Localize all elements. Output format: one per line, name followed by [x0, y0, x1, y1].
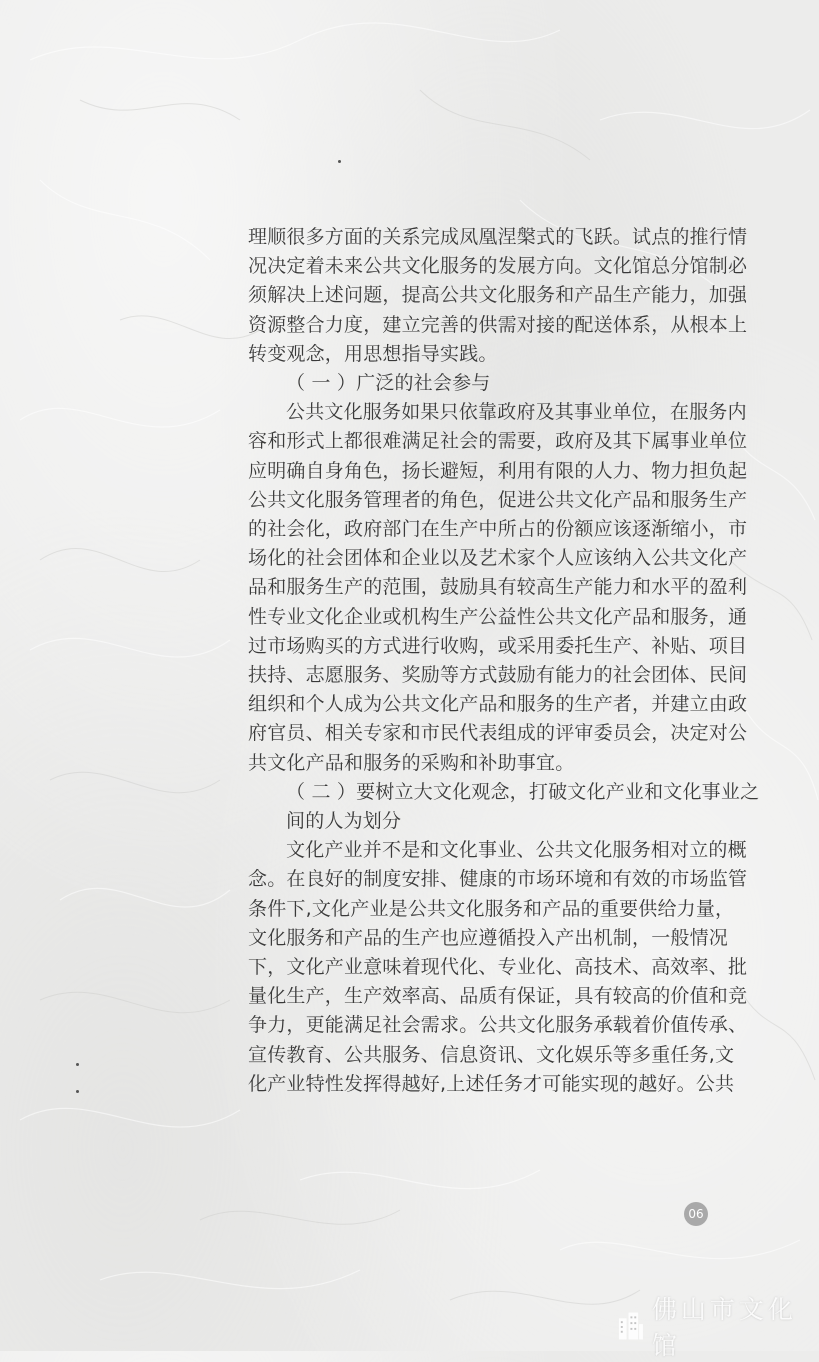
text-line: 念。在良好的制度安排、健康的市场环境和有效的市场监管 — [248, 868, 748, 891]
text-line: 条件下,文化产业是公共文化服务和产品的重要供给力量， — [248, 897, 735, 920]
text-line: 容和形式上都很难满足社会的需要，政府及其下属事业单位 — [248, 430, 748, 453]
heading-line: （ 二 ）要树立大文化观念，打破文化产业和文化事业之 — [286, 780, 760, 803]
text-line: 的社会化，政府部门在生产中所占的份额应该逐渐缩小，市 — [248, 518, 748, 541]
text-line: 组织和个人成为公共文化产品和服务的生产者，并建立由政 — [248, 693, 748, 716]
text-line: 过市场购买的方式进行收购，或采用委托生产、补贴、项目 — [248, 634, 748, 657]
section-heading — [248, 778, 760, 836]
text-line: 转变观念，用思想指导实践。 — [248, 342, 498, 365]
text-line: 文化服务和产品的生产也应遵循投入产出机制，一般情况 — [248, 926, 729, 949]
text-line: 共文化产品和服务的采购和补助事宜。 — [248, 751, 575, 774]
text-line: 宣传教育、公共服务、信息资讯、文化娱乐等多重任务,文 — [248, 1043, 735, 1066]
heading-line: （ 一 ）广泛的社会参与 — [286, 372, 491, 395]
text-line: 品和服务生产的范围，鼓励具有较高生产能力和水平的盈利 — [248, 576, 748, 599]
body-text — [248, 223, 760, 1099]
text-line: 府官员、相关专家和市民代表组成的评审委员会，决定对公 — [248, 722, 748, 745]
text-line: 应明确自身角色，扬长避短，利用有限的人力、物力担负起 — [248, 459, 748, 482]
building-logo-icon — [617, 1310, 644, 1342]
watermark — [617, 1295, 819, 1360]
heading-line: 间的人为划分 — [286, 810, 402, 833]
text-line: 理顺很多方面的关系完成凤凰涅槃式的飞跃。试点的推行情 — [248, 226, 748, 248]
body-paragraph — [248, 398, 748, 778]
text-line: 扶持、志愿服务、奖励等方式鼓励有能力的社会团体、民间 — [248, 664, 748, 687]
text-line: 须解决上述问题，提高公共文化服务和产品生产能力，加强 — [248, 284, 748, 307]
page-number-badge: 06 — [684, 1202, 708, 1226]
text-line: 资源整合力度，建立完善的供需对接的配送体系，从根本上 — [248, 313, 748, 336]
text-line: 量化生产，生产效率高、品质有保证，具有较高的价值和竞 — [248, 985, 748, 1008]
speck-dot — [338, 160, 341, 163]
speck-dot — [76, 1090, 79, 1093]
body-paragraph — [248, 223, 748, 369]
speck-dot — [76, 1063, 79, 1066]
text-line: 公共文化服务管理者的角色，促进公共文化产品和服务生产 — [248, 488, 748, 511]
text-line: 公共文化服务如果只依靠政府及其事业单位，在服务内 — [286, 401, 747, 424]
text-line: 况决定着未来公共文化服务的发展方向。文化馆总分馆制必 — [248, 255, 748, 278]
text-line: 文化产业并不是和文化事业、公共文化服务相对立的概 — [286, 839, 747, 862]
text-line: 化产业特性发挥得越好,上述任务才可能实现的越好。公共 — [248, 1072, 735, 1095]
text-line: 争力，更能满足社会需求。公共文化服务承载着价值传承、 — [248, 1014, 748, 1037]
section-heading — [248, 369, 714, 398]
text-line: 场化的社会团体和企业以及艺术家个人应该纳入公共文化产 — [248, 547, 748, 570]
body-paragraph — [248, 836, 748, 1099]
text-line: 性专业文化企业或机构生产公益性公共文化产品和服务，通 — [248, 605, 748, 628]
text-line: 下，文化产业意味着现代化、专业化、高技术、高效率、批 — [248, 956, 748, 979]
watermark-text: 佛山市文化馆 — [651, 1295, 797, 1360]
